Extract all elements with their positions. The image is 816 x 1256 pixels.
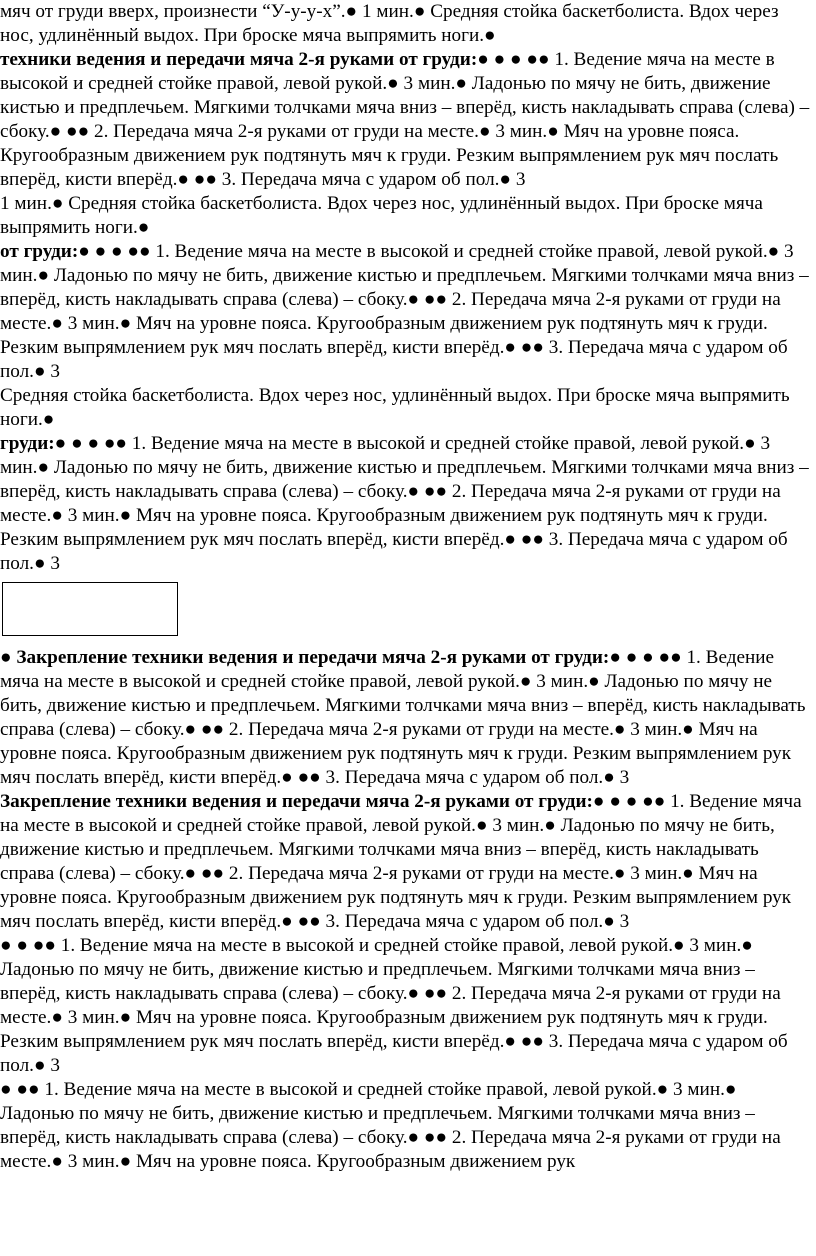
paragraph-text: ● ● ●● 1. Ведение мяча на месте в высокой и средней стойке правой, левой рукой.● 3 мин.● Ладонью по мячу не бить, движение кистью и предплечьем. Мягкими толчками мяча вниз – вперёд, кисть накладывать справа (слева) – сбоку.● ●● 2. Передача мяча 2-я руками от груди на месте.● 3 мин.● Мяч на уровне пояса. Кругообразным движением рук подтянуть мяч к груди. Резким выпрямлением рук мяч послать вперёд, кисти вперёд.● ●● 3. Передача мяча с ударом об пол.● 3 <box>0 935 788 1076</box>
paragraph <box>0 646 816 790</box>
paragraph-heading: ● Закрепление техники ведения и передачи мяча 2-я руками от груди:● <box>0 647 621 668</box>
paragraph-text: ● ● ●● 1. Ведение мяча на месте в высокой и средней стойке правой, левой рукой.● 3 мин.● Ладонью по мячу не бить, движение кистью и предплечьем. Мягкими толчками мяча вниз – вперёд, кисть накладывать справа (слева) – сбоку.● ●● 2. Передача мяча 2-я руками от груди на месте.● 3 мин.● Мяч на уровне пояса. Кругообразным движением рук подтянуть мяч к груди. Резким выпрямлением рук мяч послать вперёд, кисти вперёд.● ●● 3. Передача мяча с ударом об пол.● 3 <box>0 49 810 190</box>
paragraph-text: ● ● ●● 1. Ведение мяча на месте в высокой и средней стойке правой, левой рукой.● 3 мин.● Ладонью по мячу не бить, движение кистью и предплечьем. Мягкими толчками мяча вниз – вперёд, кисть накладывать справа (слева) – сбоку.● ●● 2. Передача мяча 2-я руками от груди на месте.● 3 мин.● Мяч на уровне пояса. Кругообразным движением рук подтянуть мяч к груди. Резким выпрямлением рук мяч послать вперёд, кисти вперёд.● ●● 3. Передача мяча с ударом об пол.● 3 <box>0 791 802 932</box>
paragraph-heading: Закрепление техники ведения и передачи мяча 2-я руками от груди:● <box>0 791 605 812</box>
text-block-top <box>0 0 816 576</box>
paragraph <box>0 934 816 1078</box>
paragraph <box>0 0 816 48</box>
empty-frame <box>2 582 178 636</box>
paragraph <box>0 192 816 240</box>
paragraph-text: ● ● ●● 1. Ведение мяча на месте в высокой и средней стойке правой, левой рукой.● 3 мин.● Ладонью по мячу не бить, движение кистью и предплечьем. Мягкими толчками мяча вниз – вперёд, кисть накладывать справа (слева) – сбоку.● ●● 2. Передача мяча 2-я руками от груди на месте.● 3 мин.● Мяч на уровне пояса. Кругообразным движением рук подтянуть мяч к груди. Резким выпрямлением рук мяч послать вперёд, кисти вперёд.● ●● 3. Передача мяча с ударом об пол.● 3 <box>0 241 809 382</box>
paragraph <box>0 384 816 432</box>
paragraph <box>0 48 816 192</box>
paragraph <box>0 432 816 576</box>
paragraph <box>0 790 816 934</box>
paragraph-text: мяч от груди вверх, произнести “У-у-у-х”.● 1 мин.● Средняя стойка баскетболиста. Вдох через нос, удлинённый выдох. При броске мяча выпрямить ноги.● <box>0 1 779 46</box>
paragraph <box>0 1078 816 1174</box>
paragraph-heading: техники ведения и передачи мяча 2-я руками от груди:● <box>0 49 489 70</box>
paragraph-text: ● ● ●● 1. Ведение мяча на месте в высокой и средней стойке правой, левой рукой.● 3 мин.● Ладонью по мячу не бить, движение кистью и предплечьем. Мягкими толчками мяча вниз – вперёд, кисть накладывать справа (слева) – сбоку.● ●● 2. Передача мяча 2-я руками от груди на месте.● 3 мин.● Мяч на уровне пояса. Кругообразным движением рук подтянуть мяч к груди. Резким выпрямлением рук мяч послать вперёд, кисти вперёд.● ●● 3. Передача мяча с ударом об пол.● 3 <box>0 647 806 788</box>
paragraph-text: Средняя стойка баскетболиста. Вдох через нос, удлинённый выдох. При броске мяча выпрямить ноги.● <box>0 385 790 430</box>
paragraph <box>0 240 816 384</box>
text-block-bottom <box>0 646 816 1174</box>
paragraph-text: ● ● ●● 1. Ведение мяча на месте в высокой и средней стойке правой, левой рукой.● 3 мин.● Ладонью по мячу не бить, движение кистью и предплечьем. Мягкими толчками мяча вниз – вперёд, кисть накладывать справа (слева) – сбоку.● ●● 2. Передача мяча 2-я руками от груди на месте.● 3 мин.● Мяч на уровне пояса. Кругообразным движением рук подтянуть мяч к груди. Резким выпрямлением рук мяч послать вперёд, кисти вперёд.● ●● 3. Передача мяча с ударом об пол.● 3 <box>0 433 809 574</box>
paragraph-text: ● ●● 1. Ведение мяча на месте в высокой и средней стойке правой, левой рукой.● 3 мин.● Ладонью по мячу не бить, движение кистью и предплечьем. Мягкими толчками мяча вниз – вперёд, кисть накладывать справа (слева) – сбоку.● ●● 2. Передача мяча 2-я руками от груди на месте.● 3 мин.● Мяч на уровне пояса. Кругообразным движением рук <box>0 1079 781 1172</box>
paragraph-heading: от груди:● <box>0 241 90 262</box>
paragraph-heading: груди:● <box>0 433 67 454</box>
paragraph-text: 1 мин.● Средняя стойка баскетболиста. Вдох через нос, удлинённый выдох. При броске мяча выпрямить ноги.● <box>0 193 763 238</box>
